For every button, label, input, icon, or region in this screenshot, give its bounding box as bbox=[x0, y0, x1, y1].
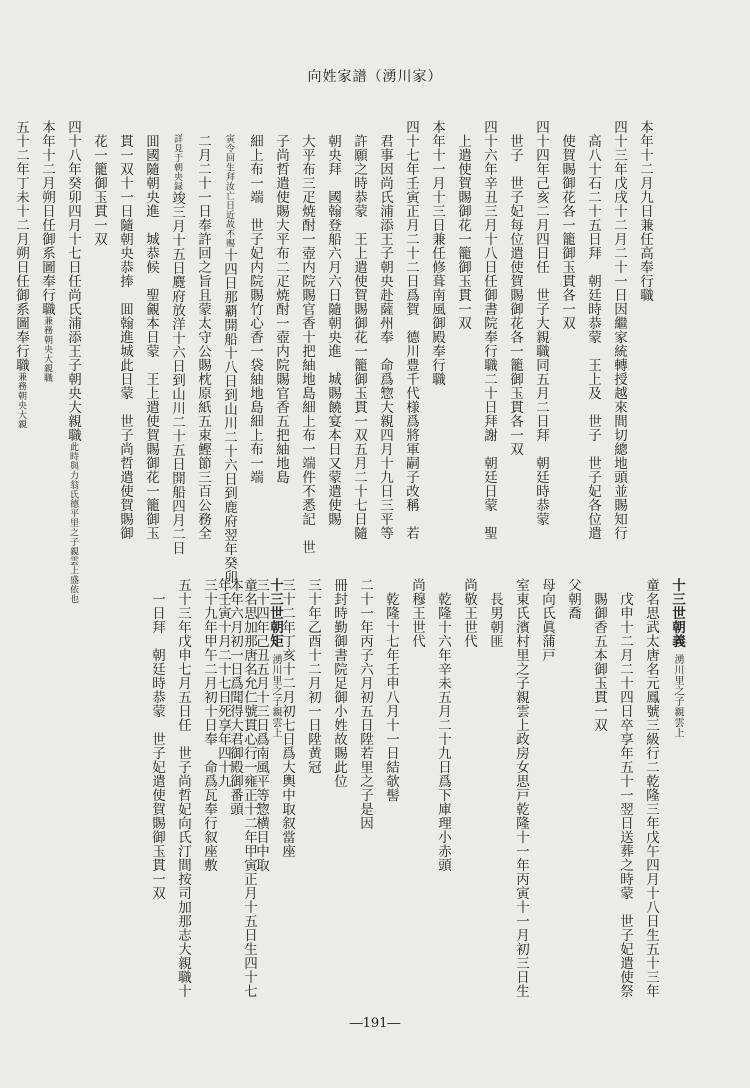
text-column: 冊封時勤御書院足御小姓故賜此位 bbox=[331, 578, 347, 788]
text-column: 四十七年壬寅正月二十二日爲賀 德川豊千代様爲將軍嗣子改稱 若 bbox=[403, 120, 419, 540]
text-column: 君事因尚氏浦添王子朝央赴薩州奉 命爲惣大親四月十九日三平等 bbox=[377, 134, 393, 540]
text-column: 朝央拜 國翰登船六月六日隨朝央進 城賜饒宴本日又蒙遣使賜 bbox=[325, 134, 341, 526]
text-column: 童名思武太唐名元鳳號三級行二乾隆三年戊午四月十八日生五十三年 bbox=[643, 578, 659, 998]
text-column: 三十四年己丑五月十三日爲南風平等惣横目中取 bbox=[253, 578, 269, 872]
text-column: 子尚哲遣使賜大平布二疋焼酎一壺内院賜官香五把紬地島 bbox=[273, 134, 289, 484]
text-column: 使賀賜御花各一籠御玉貫各一双 bbox=[559, 134, 575, 330]
annotation-note: 詳見于朝央録 bbox=[172, 134, 182, 191]
text-column: 花一籠御玉貫一双 bbox=[91, 134, 107, 246]
text-column: 一日拜 朝廷時恭蒙 世子妃遣使賀賜御玉貫一双 bbox=[149, 592, 165, 900]
text-column: 本年六月初一日爲聞得大君御殿御番頭 bbox=[227, 578, 243, 816]
generation-heading bbox=[262, 578, 288, 1038]
text-column: 年壬寅十月二十七日死享年四十九 bbox=[215, 578, 231, 788]
text-span: 五十二年丁未十二月朔日任御系圖奉行職 bbox=[13, 120, 29, 372]
text-column: 細上布一端 世子妃内院賜竹心香一袋紬地島細上布一端 bbox=[247, 134, 263, 484]
text-column: 四十四年己亥二月四日任 世子大親職同五月二日拜 朝廷時恭蒙 bbox=[533, 120, 549, 526]
text-column: 賜御香五本御玉貫一双 bbox=[591, 592, 607, 732]
annotation-note: 寅令回生拜汝亡日近故不赐 bbox=[224, 134, 234, 248]
text-column bbox=[8, 120, 34, 560]
text-column: 二月二十一日奉許回之旨且蒙太守公賜枕原紙五束鰹節三百公務全 bbox=[195, 134, 211, 540]
text-column: 母向氏眞蒲戸 bbox=[539, 578, 555, 662]
text-column: 高八十石二十五日拜 朝廷時恭蒙 王上及 世子 世子妃各位遣 bbox=[585, 134, 601, 540]
heading-subtitle: 湧川里之子親雲上 bbox=[672, 654, 683, 738]
text-column: 貫一双十一日隨朝央恭捧 囬翰進城此日蒙 世子尚哲遣使賀賜御 bbox=[117, 134, 133, 540]
text-span: 十四日那覇開船十八日到山川二十六日到鹿府翌年癸卯 bbox=[221, 248, 237, 584]
text-column: 五十三年戊申七月五日任 世子尚哲妃向氏汀間按司加那志大親職十 bbox=[175, 578, 191, 998]
text-column: 乾隆十七年壬申八月十一日結欹髻 bbox=[383, 592, 399, 802]
text-column: 四十六年辛丑三月十八日任御書院奉行職二十日拜謝 朝廷日蒙 聖 bbox=[481, 120, 497, 540]
text-span: 本年十二月朔日任御系圖奉行職 bbox=[39, 120, 55, 316]
text-column: 三十二年丁亥十二月初七日爲大輿中取叙當座 bbox=[279, 578, 295, 858]
text-column: 許願之時恭蒙 王上遣使賀賜御花一籠御玉貫一双五月二十七日隨 bbox=[351, 134, 367, 540]
text-column: 乾隆十六年辛未五月二十九日爲下庫理小赤頭 bbox=[435, 592, 451, 872]
annotation-note: 兼務朝央大親 bbox=[16, 372, 26, 429]
heading-name: 十三世朝義 bbox=[669, 578, 685, 648]
text-column: 四十三年戊戌十二月二十一日因繼家統轉授越來間切總地頭並賜知行 bbox=[611, 120, 627, 540]
text-column: 父朝喬 bbox=[565, 578, 581, 620]
text-span: 四十八年癸卯四月十七日任尚氏浦添王子朝央大親職 bbox=[65, 120, 81, 442]
annotation-note: 此時與力翁氏德平里之子親雲上盛依也 bbox=[68, 442, 78, 604]
text-column: 尚穆王世代 bbox=[409, 578, 425, 648]
heading-subtitle: 湧川里之子親雲上 bbox=[270, 654, 281, 738]
text-column: 戊申十二月二十四日卒享年五十一翌日送葬之時蒙 世子妃遣使祭 bbox=[617, 592, 633, 998]
text-column: 上遣使賀賜御花一籠御玉貫一双 bbox=[455, 134, 471, 330]
text-column: 長男朝匪 bbox=[487, 592, 503, 648]
text-column bbox=[216, 120, 242, 584]
text-column: 本年十一月十三日兼任修葺南風御殿奉行職 bbox=[429, 120, 445, 386]
text-span: 竣三月十五日麑府放洋十六日到山川二十五日開船四月二日 bbox=[169, 191, 185, 555]
text-column: 本年十二月九日兼任高奉行職 bbox=[637, 120, 653, 302]
annotation-note: 兼務朝央大親職 bbox=[42, 316, 52, 383]
text-column bbox=[60, 120, 86, 604]
text-column bbox=[34, 120, 60, 560]
heading-name: 十三世朝矩 bbox=[267, 578, 283, 648]
text-column: 三十年乙酉十二月初一日陞黄冠 bbox=[305, 578, 321, 774]
page-title: 向姓家譜（湧川家） bbox=[307, 69, 443, 85]
text-column: 大平布三疋焼酎一壺内院賜官香十把紬地島細上布一端件不悉記 世 bbox=[299, 134, 315, 554]
page-number: ―191― bbox=[349, 1016, 401, 1031]
gen13-chouhan-entry bbox=[210, 578, 288, 1038]
text-column: 室東氏濱村里之子親雲上政房女思戸乾隆十一年丙寅十一月初三日生 bbox=[513, 578, 529, 998]
text-column: 尚敬王世代 bbox=[461, 578, 477, 648]
text-column bbox=[164, 120, 190, 560]
text-column: 二十一年丙子六月初五日陞若里之子是因 bbox=[357, 578, 373, 830]
text-column: 世子 世子妃每位遣使賀賜御花各一籠御玉貫各一双 bbox=[507, 134, 523, 456]
text-column: 童名思加那唐名允仁號貫心行一雍正十二年甲寅正月十五日生四十七 bbox=[241, 578, 257, 998]
text-column: 囬國隨朝央進 城恭候 聖覦本日蒙 王上遣使賀賜御花一籠御玉 bbox=[143, 134, 159, 540]
text-column: 三十九年甲午二月初十日奉 命爲瓦奉行叙座敷 bbox=[201, 578, 217, 872]
generation-heading bbox=[664, 578, 690, 1038]
